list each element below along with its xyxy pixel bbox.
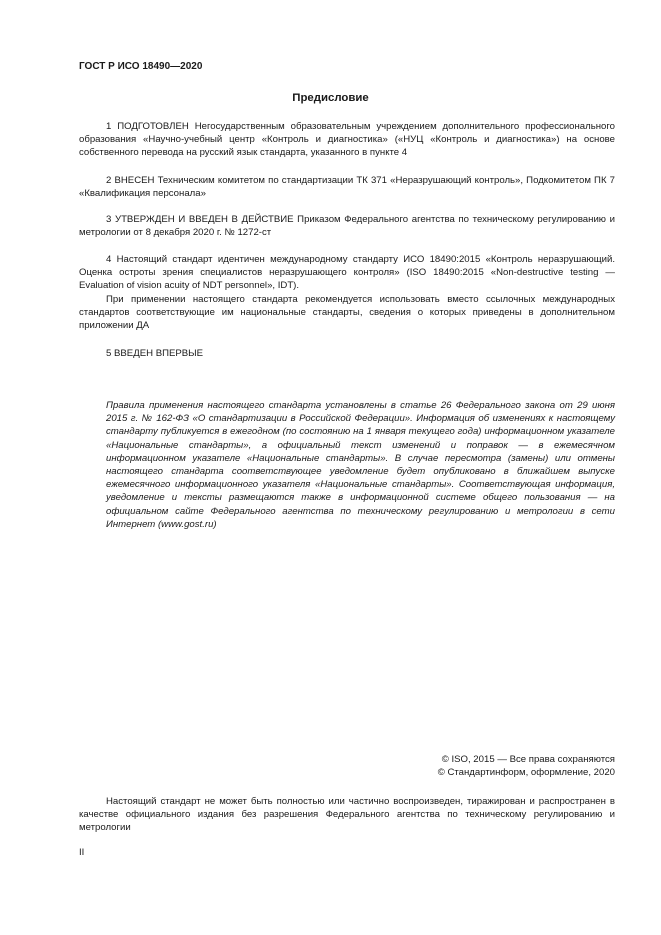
- section-4-note: При применении настоящего стандарта рекомендуется использовать вместо ссылочных международных стандартов соответствующие им национальные стандарты, сведения о которых приведены в дополнительном приложении ДА: [79, 293, 615, 332]
- section-3: [79, 213, 615, 239]
- application-rules-notice: Правила применения настоящего стандарта установлены в статье 26 Федерального закона от 29 июня 2015 г. № 162-ФЗ «О стандартизации в Российской Федерации». Информация об изменениях к настоящему стандарту публикуется в ежегодном (по состоянию на 1 января текущего года) информационном указателе «Национальные стандарты», а официальный текст изменений и поправок — в ежемесячном информационном указателе «Национальные стандарты». В случае пересмотра (замены) или отмены настоящего стандарта соответствующее уведомление будет опубликовано в ближайшем выпуске ежемесячного информационного указателя «Национальные стандарты». Соответствующая информация, уведомление и тексты размещаются также в информационной системе общего пользования — на официальном сайте Федерального агентства по техническому регулированию и метрологии в сети Интернет (www.gost.ru): [106, 400, 615, 530]
- copyright-iso: © ISO, 2015 — Все права сохраняются: [441, 754, 615, 765]
- copyright-block: [438, 753, 615, 779]
- section-5-text: 5 ВВЕДЕН ВПЕРВЫЕ: [106, 348, 204, 359]
- page-title: Предисловие: [292, 92, 369, 104]
- reproduction-notice: [79, 795, 615, 835]
- reproduction-notice-text: Настоящий стандарт не может быть полностью или частично воспроизведен, тиражирован и распространен в качестве официального издания без разрешения Федерального агентства по техническому регулированию и метрологии: [79, 796, 615, 834]
- section-1: [79, 120, 615, 160]
- section-1-text: 1 ПОДГОТОВЛЕН Негосударственным образовательным учреждением дополнительного профессионального образования «Научно-учебный центр «Контроль и диагностика» («НУЦ «Контроль и диагностика») на основе собственного перевода на русский язык стандарта, указанного в пункте 4: [79, 121, 615, 159]
- page-number: II: [79, 847, 85, 858]
- section-3-text: 3 УТВЕРЖДЕН И ВВЕДЕН В ДЕЙСТВИЕ Приказом Федерального агентства по техническому регулированию и метрологии от 8 декабря 2020 г. № 1272-ст: [79, 214, 615, 239]
- section-4-text: 4 Настоящий стандарт идентичен международному стандарту ИСО 18490:2015 «Контроль неразрушающий. Оценка остроты зрения специалистов неразрушающего контроля» (ISO 18490:2015 «Non-destructive testing — Evaluation of vision acuity of NDT personnel», IDT).: [79, 254, 615, 292]
- document-code: ГОСТ Р ИСО 18490—2020: [79, 61, 203, 72]
- copyright-standartinform: © Стандартинформ, оформление, 2020: [437, 767, 615, 779]
- section-2: [79, 174, 615, 200]
- section-5: [79, 347, 615, 360]
- section-4: [79, 253, 615, 332]
- section-2-text: 2 ВНЕСЕН Техническим комитетом по стандартизации ТК 371 «Неразрушающий контроль», Подкомитетом ПК 7 «Квалификация персонала»: [79, 175, 615, 200]
